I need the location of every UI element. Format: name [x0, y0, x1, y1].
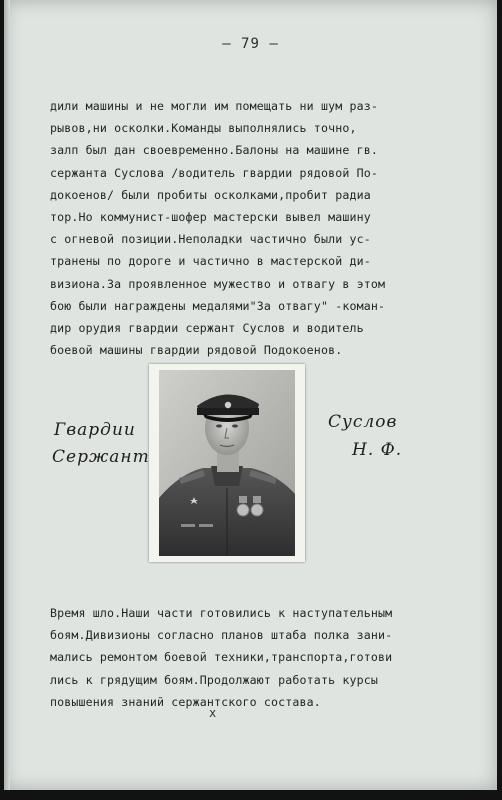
text-line: дили машины и не могли им помещать ни шум раз- [50, 99, 378, 113]
text-line: повышения знаний сержантского состава. [50, 694, 321, 709]
text-line: докоенов/ были пробиты осколками,пробит радиа [50, 187, 371, 202]
soldier-portrait-image [159, 370, 295, 556]
text-line: боям.Дивизионы согласно планов штаба полка зани- [50, 628, 393, 643]
paragraph-1 [50, 95, 470, 361]
handwritten-name-line-1: Суслов [328, 412, 398, 432]
text-line: бою были награждены медалями"За отвагу" -коман- [50, 298, 386, 313]
text-line: визиона.За проявленное мужество и отвагу в этом [50, 276, 386, 291]
page-number: — 79 — [222, 36, 279, 52]
document-page [4, 0, 497, 790]
text-line: с огневой позиции.Неполадки частично были ус- [50, 232, 371, 247]
paragraph-2 [50, 602, 470, 713]
text-line: тор.Но коммунист-шофер мастерски вывел машину [50, 210, 371, 225]
page-edge [4, 0, 10, 790]
text-line: транены по дороге и частично в мастерской ди- [50, 254, 371, 269]
portrait-photo [149, 364, 305, 562]
text-line: сержанта Суслова /водитель гвардии рядовой По- [50, 165, 378, 180]
pencil-mark: х [209, 706, 217, 720]
text-line: дир орудия гвардии сержант Суслов и водитель [50, 321, 364, 336]
text-line: Время шло.Наши части готовились к наступательным [50, 606, 393, 620]
text-line: залп был дан своевременно.Балоны на машине гв. [50, 143, 378, 158]
text-line: рывов,ни осколки.Команды выполнялись точно, [50, 121, 357, 136]
handwritten-rank-line-1: Гвардии [54, 420, 136, 440]
text-line: боевой машины гвардии рядовой Подокоенов. [50, 343, 343, 358]
text-line: лись к грядущим боям.Продолжают работать курсы [50, 672, 378, 687]
handwritten-name-line-2: Н. Ф. [352, 440, 403, 460]
handwritten-rank-line-2: Сержант [52, 447, 150, 467]
text-line: мались ремонтом боевой техники,транспорта,готови [50, 650, 393, 665]
